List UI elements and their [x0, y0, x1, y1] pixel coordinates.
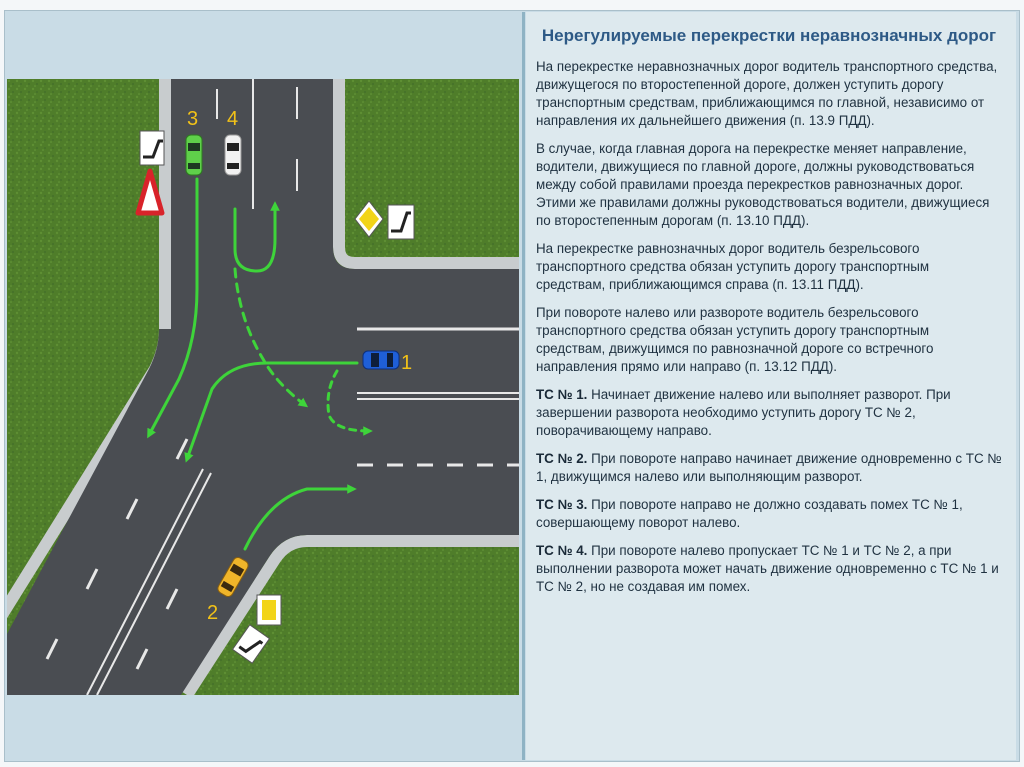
label-car-2: 2	[207, 602, 219, 624]
label-car-1: 1	[401, 352, 413, 374]
vehicle-note-label: ТС № 1.	[536, 387, 588, 402]
car-4	[225, 135, 241, 175]
rule-paragraph: На перекрестке равнозначных дорог водитель безрельсового транспортного средства обязан уступить дорогу транспортным средствам, приближающимся справа (п. 13.11 ПДД).	[536, 241, 930, 292]
rule-paragraph: На перекрестке неравнозначных дорог водитель транспортного средства, движущегося по второстепенной дороге, должен уступить дорогу транспортным средствам, приближающимся по главной, независимо от направления их дальнейшего движения (п. 13.9 ПДД).	[536, 59, 998, 128]
vehicle-note-text: При повороте направо не должно создавать помех ТС № 1, совершающему поворот налево.	[536, 497, 963, 530]
vehicle-note-label: ТС № 4.	[536, 543, 588, 558]
intersection-diagram	[7, 79, 519, 695]
main-road-direction-sign-right	[388, 205, 414, 239]
rule-paragraph: При повороте налево или развороте водитель безрельсового транспортного средства обязан уступить дорогу транспортным средствам, движущимся по равнозначной дороге со встречного направления прямо или направо (п. 13.12 ПДД).	[536, 305, 934, 374]
rule-paragraph: В случае, когда главная дорога на перекрестке меняет направление, водители, движущиеся по главной дороге, должны руководствоваться между собой правилами проезда перекрестков равнозначных дорог. Этими же правилами должны руководствоваться водители, движущиеся по второстепенным дорогам (п. 13.10 ПДД).	[536, 141, 990, 228]
vehicle-note-text: Начинает движение налево или выполняет разворот. При завершении разворота необходимо уступить дорогу ТС № 2, поворачивающему направо.	[536, 387, 951, 438]
vehicle-note-text: При повороте налево пропускает ТС № 1 и ТС № 2, а при выполнении разворота может начать движение одновременно с ТС № 1 и ТС № 2, но не создавая им помех.	[536, 543, 999, 594]
panel-divider	[522, 12, 525, 760]
vehicle-note-label: ТС № 2.	[536, 451, 588, 466]
page-title: Нерегулируемые перекрестки неравнозначных дорог	[541, 26, 997, 45]
car-1	[363, 351, 399, 369]
vehicle-note-3	[536, 496, 1002, 532]
main-road-sign-bottom	[257, 595, 281, 625]
label-car-4: 4	[227, 108, 239, 130]
vehicle-note-4	[536, 542, 1002, 596]
label-car-3: 3	[187, 108, 199, 130]
car-3	[186, 135, 202, 175]
vehicle-note-label: ТС № 3.	[536, 497, 588, 512]
vehicle-note-1	[536, 386, 1002, 440]
vehicle-note-2	[536, 450, 1002, 486]
text-panel	[526, 12, 1016, 760]
vehicle-note-text: При повороте направо начинает движение одновременно с ТС № 1, движущимся налево или выполняющим разворот.	[536, 451, 1002, 484]
intersection-svg	[7, 79, 519, 695]
main-road-direction-sign-top	[140, 131, 164, 165]
